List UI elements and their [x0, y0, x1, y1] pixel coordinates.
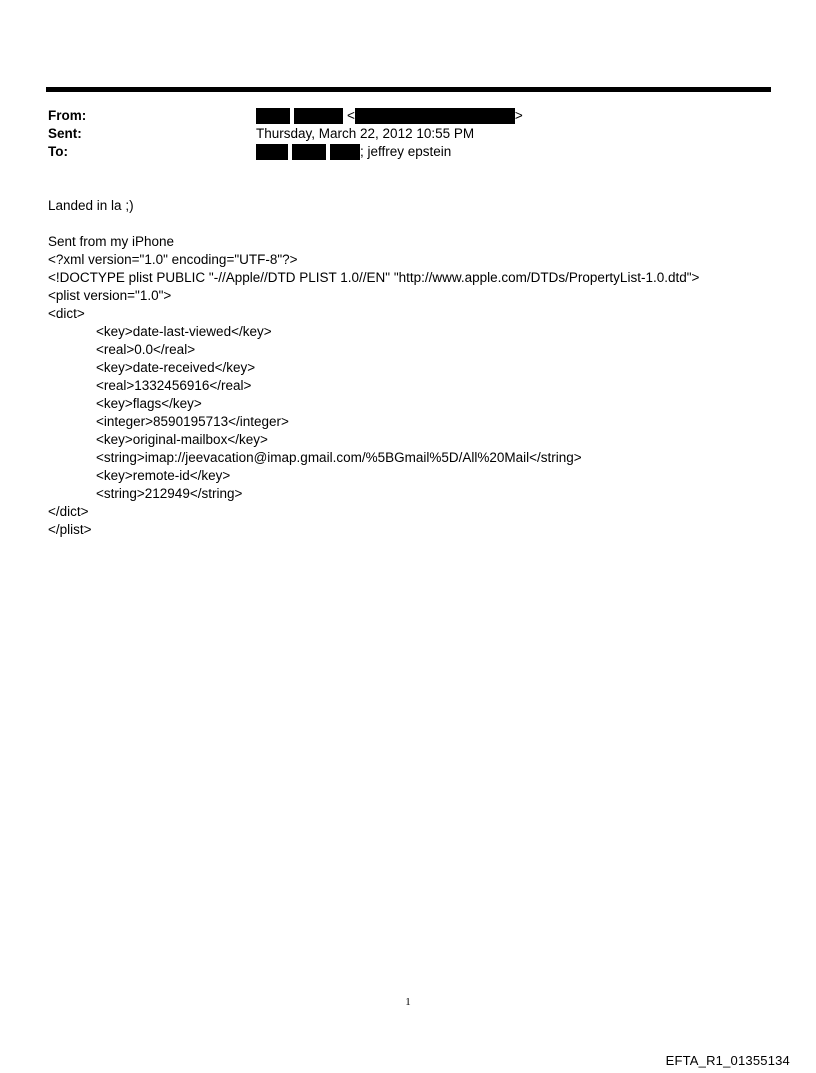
to-suffix: ; jeffrey epstein	[360, 144, 452, 159]
message-text: Landed in la ;)	[48, 198, 134, 213]
from-row	[48, 107, 768, 125]
xml-line: <key>date-received</key>	[96, 360, 256, 375]
page-number: 1	[405, 996, 411, 1008]
xml-line: <real>0.0</real>	[96, 342, 196, 357]
xml-line: <string>imap://jeevacation@imap.gmail.com/%5BGmail%5D/All%20Mail</string>	[96, 450, 582, 465]
xml-line: <dict>	[48, 306, 85, 321]
xml-line: </plist>	[48, 522, 92, 537]
xml-line: <key>original-mailbox</key>	[96, 432, 268, 447]
sent-label: Sent:	[48, 126, 82, 141]
sent-value: Thursday, March 22, 2012 10:55 PM	[256, 126, 475, 141]
signature-text: Sent from my iPhone	[48, 234, 175, 249]
redaction-bar	[355, 108, 515, 124]
from-label: From:	[48, 108, 87, 123]
header-rule	[46, 87, 771, 92]
document-id: EFTA_R1_01355134	[665, 1053, 790, 1068]
xml-line: <!DOCTYPE plist PUBLIC "-//Apple//DTD PLIST 1.0//EN" "http://www.apple.com/DTDs/PropertyList-1.0.dtd">	[48, 270, 700, 285]
redaction-bar	[294, 108, 343, 124]
from-value	[256, 107, 523, 125]
from-gt: >	[514, 108, 523, 123]
xml-line: <?xml version="1.0" encoding="UTF-8"?>	[48, 252, 298, 267]
xml-line: <real>1332456916</real>	[96, 378, 252, 393]
xml-line: <integer>8590195713</integer>	[96, 414, 289, 429]
redaction-bar	[256, 108, 290, 124]
sent-row	[48, 125, 768, 143]
redaction-bar	[292, 144, 326, 160]
to-row	[48, 143, 768, 161]
xml-line: <key>remote-id</key>	[96, 468, 231, 483]
email-body	[48, 197, 788, 539]
xml-line: </dict>	[48, 504, 89, 519]
to-value	[256, 143, 451, 161]
email-header	[48, 107, 768, 161]
xml-line: <plist version="1.0">	[48, 288, 172, 303]
from-lt: <	[347, 108, 355, 123]
to-label: To:	[48, 144, 68, 159]
redaction-bar	[256, 144, 288, 160]
xml-line: <string>212949</string>	[96, 486, 243, 501]
xml-line: <key>flags</key>	[96, 396, 202, 411]
xml-line: <key>date-last-viewed</key>	[96, 324, 272, 339]
redaction-bar	[330, 144, 360, 160]
